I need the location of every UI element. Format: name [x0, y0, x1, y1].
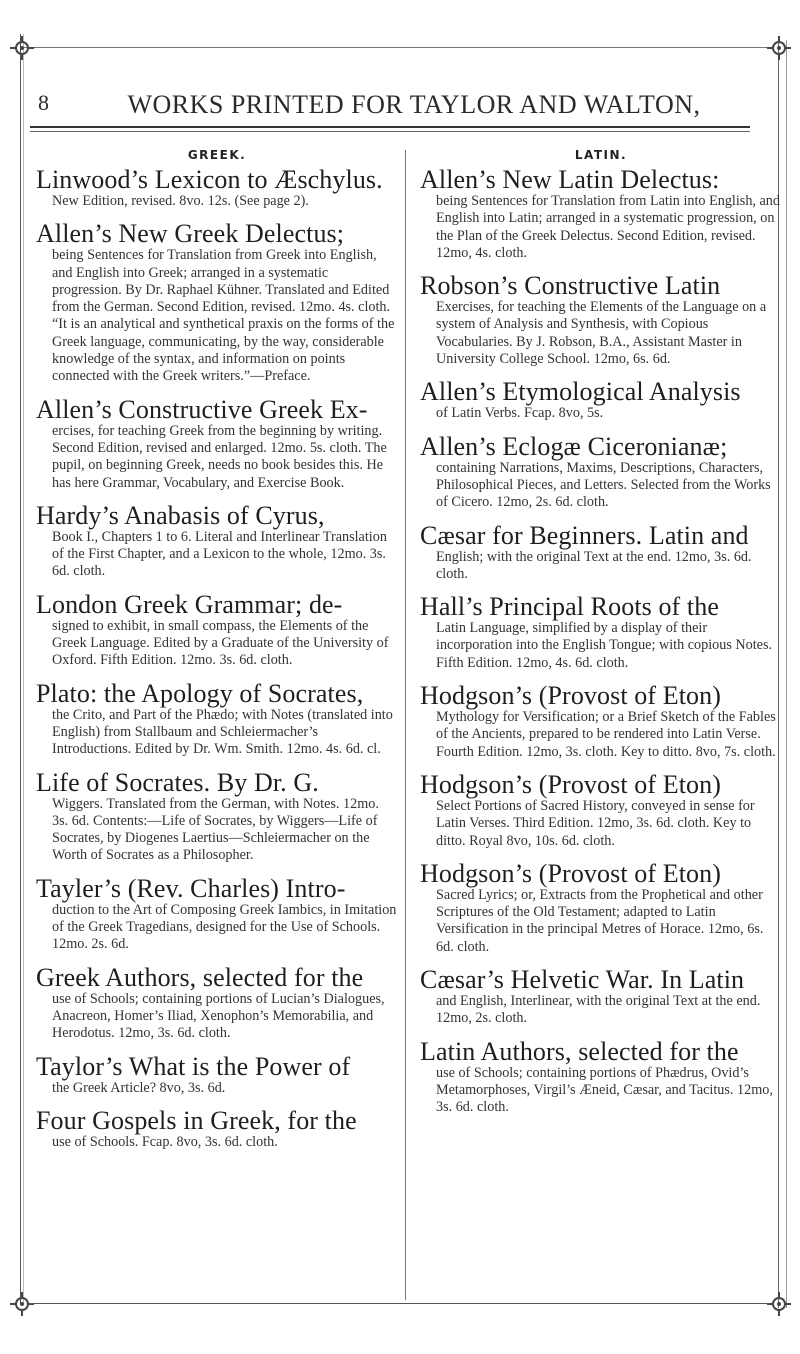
corner-ornament-icon	[8, 1290, 36, 1318]
book-entry	[420, 771, 782, 850]
book-entry	[420, 860, 782, 956]
frame-line-top	[22, 47, 768, 48]
book-entry	[420, 1038, 782, 1117]
greek-column	[36, 148, 398, 1161]
book-entry	[36, 166, 398, 210]
book-title: Taylor’s What is the Power of	[36, 1051, 351, 1081]
book-description: and English, Interlinear, with the original Text at the end. 12mo, 2s. cloth.	[436, 993, 761, 1027]
book-description: signed to exhibit, in small compass, the Elements of the Greek Language. Edited by a Graduate of the University of Oxford. Fifth Edition. 12mo. 3s. 6d. cloth.	[52, 617, 389, 669]
book-description: the Crito, and Part of the Phædo; with Notes (translated into English) from Stallbaum and Schleiermacher’s Introductions. Edited by Dr. Wm. Smith. 12mo. 4s. 6d. cl.	[52, 706, 393, 758]
book-description: Select Portions of Sacred History, conveyed in sense for Latin Verses. Third Edition. 12mo, 3s. 6d. cloth. Key to ditto. Royal 8vo, 10s. 6d. cloth.	[436, 797, 755, 849]
book-title: Latin Authors, selected for the	[420, 1036, 739, 1066]
header-rule-thin	[30, 131, 750, 132]
book-title: Life of Socrates. By Dr. G.	[36, 767, 319, 797]
footer-rule	[30, 1303, 770, 1304]
page-header	[34, 90, 754, 119]
book-title: Allen’s Etymological Analysis	[420, 377, 741, 407]
book-entry	[36, 591, 398, 670]
section-heading-greek: GREEK.	[187, 148, 247, 162]
latin-column	[420, 148, 782, 1127]
page-number: 8	[38, 90, 49, 115]
book-entry	[420, 682, 782, 761]
book-entry	[36, 680, 398, 759]
book-description: being Sentences for Translation from Latin into English, and English into Latin; arranged in a systematic progression, on the Plan of the Greek Delectus. Second Edition, revised. 12mo, 4s. cloth.	[436, 193, 780, 261]
book-entry	[420, 378, 782, 422]
book-description: Latin Language, simplified by a display of their incorporation into the English Tongue; with copious Notes. Fifth Edition. 12mo, 4s. 6d. cloth.	[436, 620, 773, 671]
book-title: Cæsar for Beginners. Latin and	[420, 520, 749, 550]
book-entry	[36, 220, 398, 385]
book-description: Exercises, for teaching the Elements of the Language on a system of Analysis and Synthesis, with Copious Vocabularies. By J. Robson, B.A., Assistant Master in University College School. 12mo, 6s. 6d.	[436, 299, 767, 368]
book-title: Hodgson’s (Provost of Eton)	[420, 769, 721, 799]
book-description: use of Schools. Fcap. 8vo, 3s. 6d. cloth.	[52, 1133, 278, 1150]
book-description: ercises, for teaching Greek from the beginning by writing. Second Edition, revised and enlarged. 12mo. 5s. cloth. The pupil, on beginning Greek, needs no book besides this. He has here Grammar, Vocabulary, and Exercise Book.	[52, 422, 387, 491]
book-entry	[36, 396, 398, 492]
book-title: Four Gospels in Greek, for the	[36, 1105, 357, 1135]
running-title: WORKS PRINTED FOR TAYLOR AND WALTON,	[127, 90, 701, 119]
book-entry	[36, 875, 398, 954]
book-entry	[36, 502, 398, 581]
book-description: use of Schools; containing portions of Phædrus, Ovid’s Metamorphoses, Virgil’s Æneid, Cæsar, and Tacitus. 12mo, 3s. 6d. cloth.	[436, 1064, 773, 1116]
frame-line-left-inner	[23, 34, 24, 1304]
book-description: the Greek Article? 8vo, 3s. 6d.	[52, 1079, 226, 1096]
book-entry	[36, 769, 398, 865]
corner-ornament-icon	[8, 34, 36, 62]
book-entry	[36, 1053, 398, 1097]
book-title: Greek Authors, selected for the	[36, 962, 364, 992]
book-entry	[420, 522, 782, 584]
book-title: Linwood’s Lexicon to Æschylus.	[36, 165, 383, 194]
column-divider	[405, 150, 406, 1300]
book-title: Hodgson’s (Provost of Eton)	[420, 858, 721, 888]
book-description: containing Narrations, Maxims, Descriptions, Characters, Philosophical Pieces, and Letters. Selected from the Works of Cicero. 12mo, 2s. 6d. cloth.	[436, 459, 771, 511]
book-entry	[420, 966, 782, 1028]
header-rule	[30, 126, 750, 128]
book-title: London Greek Grammar; de-	[36, 589, 343, 619]
book-title: Hodgson’s (Provost of Eton)	[420, 681, 721, 711]
book-description: English; with the original Text at the end. 12mo, 3s. 6d. cloth.	[436, 548, 752, 582]
book-description: Wiggers. Translated from the German, with Notes. 12mo. 3s. 6d. Contents:—Life of Socrates, by Wiggers—Life of Socrates, by Diogenes Laertius—Schleiermacher on the Worth of Socrates as a Philosopher.	[52, 795, 379, 864]
book-title: Allen’s Eclogæ Ciceronianæ;	[420, 431, 728, 461]
book-entry	[420, 593, 782, 672]
frame-line-right-outer	[786, 40, 787, 1308]
book-entry	[420, 272, 782, 368]
book-description: duction to the Art of Composing Greek Iambics, in Imitation of the Greek Tragedians, designed for the Use of Schools. 12mo. 2s. 6d.	[52, 901, 397, 953]
book-title: Robson’s Constructive Latin	[420, 271, 721, 301]
book-description: Mythology for Versification; or a Brief Sketch of the Fables of the Ancients, prepared to be rendered into Latin Verse. Fourth Edition. 12mo, 3s. cloth. Key to ditto. 8vo, 7s. cloth.	[436, 709, 776, 760]
book-entry	[36, 964, 398, 1043]
book-entry	[36, 1107, 398, 1151]
corner-ornament-icon	[765, 1290, 793, 1318]
book-description: of Latin Verbs. Fcap. 8vo, 5s.	[436, 405, 604, 422]
book-title: Allen’s Constructive Greek Ex-	[36, 394, 368, 424]
book-title: Hall’s Principal Roots of the	[420, 592, 719, 622]
book-description: New Edition, revised. 8vo. 12s. (See page 2).	[52, 193, 309, 209]
frame-line-left	[20, 34, 21, 1304]
book-title: Plato: the Apology of Socrates,	[36, 678, 364, 708]
book-title: Allen’s New Greek Delectus;	[36, 219, 345, 249]
section-heading-latin: LATIN.	[574, 148, 628, 162]
book-entry	[420, 433, 782, 512]
book-description: being Sentences for Translation from Greek into English, and English into Greek; arranged in a systematic progression. By Dr. Raphael Kühner. Translated and Edited from the German. Second Edition, revised. 12mo. 4s. cloth. “It is an analytical and synthetical praxis on the forms of the Greek language, communicating, by the way, considerable knowledge of the syntax, and information on points connected with the Greek writers.”—Preface.	[52, 247, 395, 385]
book-title: Tayler’s (Rev. Charles) Intro-	[36, 873, 346, 903]
book-title: Hardy’s Anabasis of Cyrus,	[36, 500, 325, 530]
book-title: Cæsar’s Helvetic War. In Latin	[420, 965, 745, 995]
book-entry	[420, 166, 782, 262]
book-title: Allen’s New Latin Delectus:	[420, 165, 720, 194]
book-description: Sacred Lyrics; or, Extracts from the Prophetical and other Scriptures of the Old Testament; adapted to Latin Versification in the principal Metres of Horace. 12mo, 6s. 6d. cloth.	[436, 886, 764, 955]
book-description: Book I., Chapters 1 to 6. Literal and Interlinear Translation of the First Chapter, and a Lexicon to the whole, 12mo. 3s. 6d. cloth.	[52, 528, 387, 580]
book-description: use of Schools; containing portions of Lucian’s Dialogues, Anacreon, Homer’s Iliad, Xenophon’s Memorabilia, and Herodotus. 12mo, 3s. 6d. cloth.	[52, 990, 385, 1042]
corner-ornament-icon	[765, 34, 793, 62]
